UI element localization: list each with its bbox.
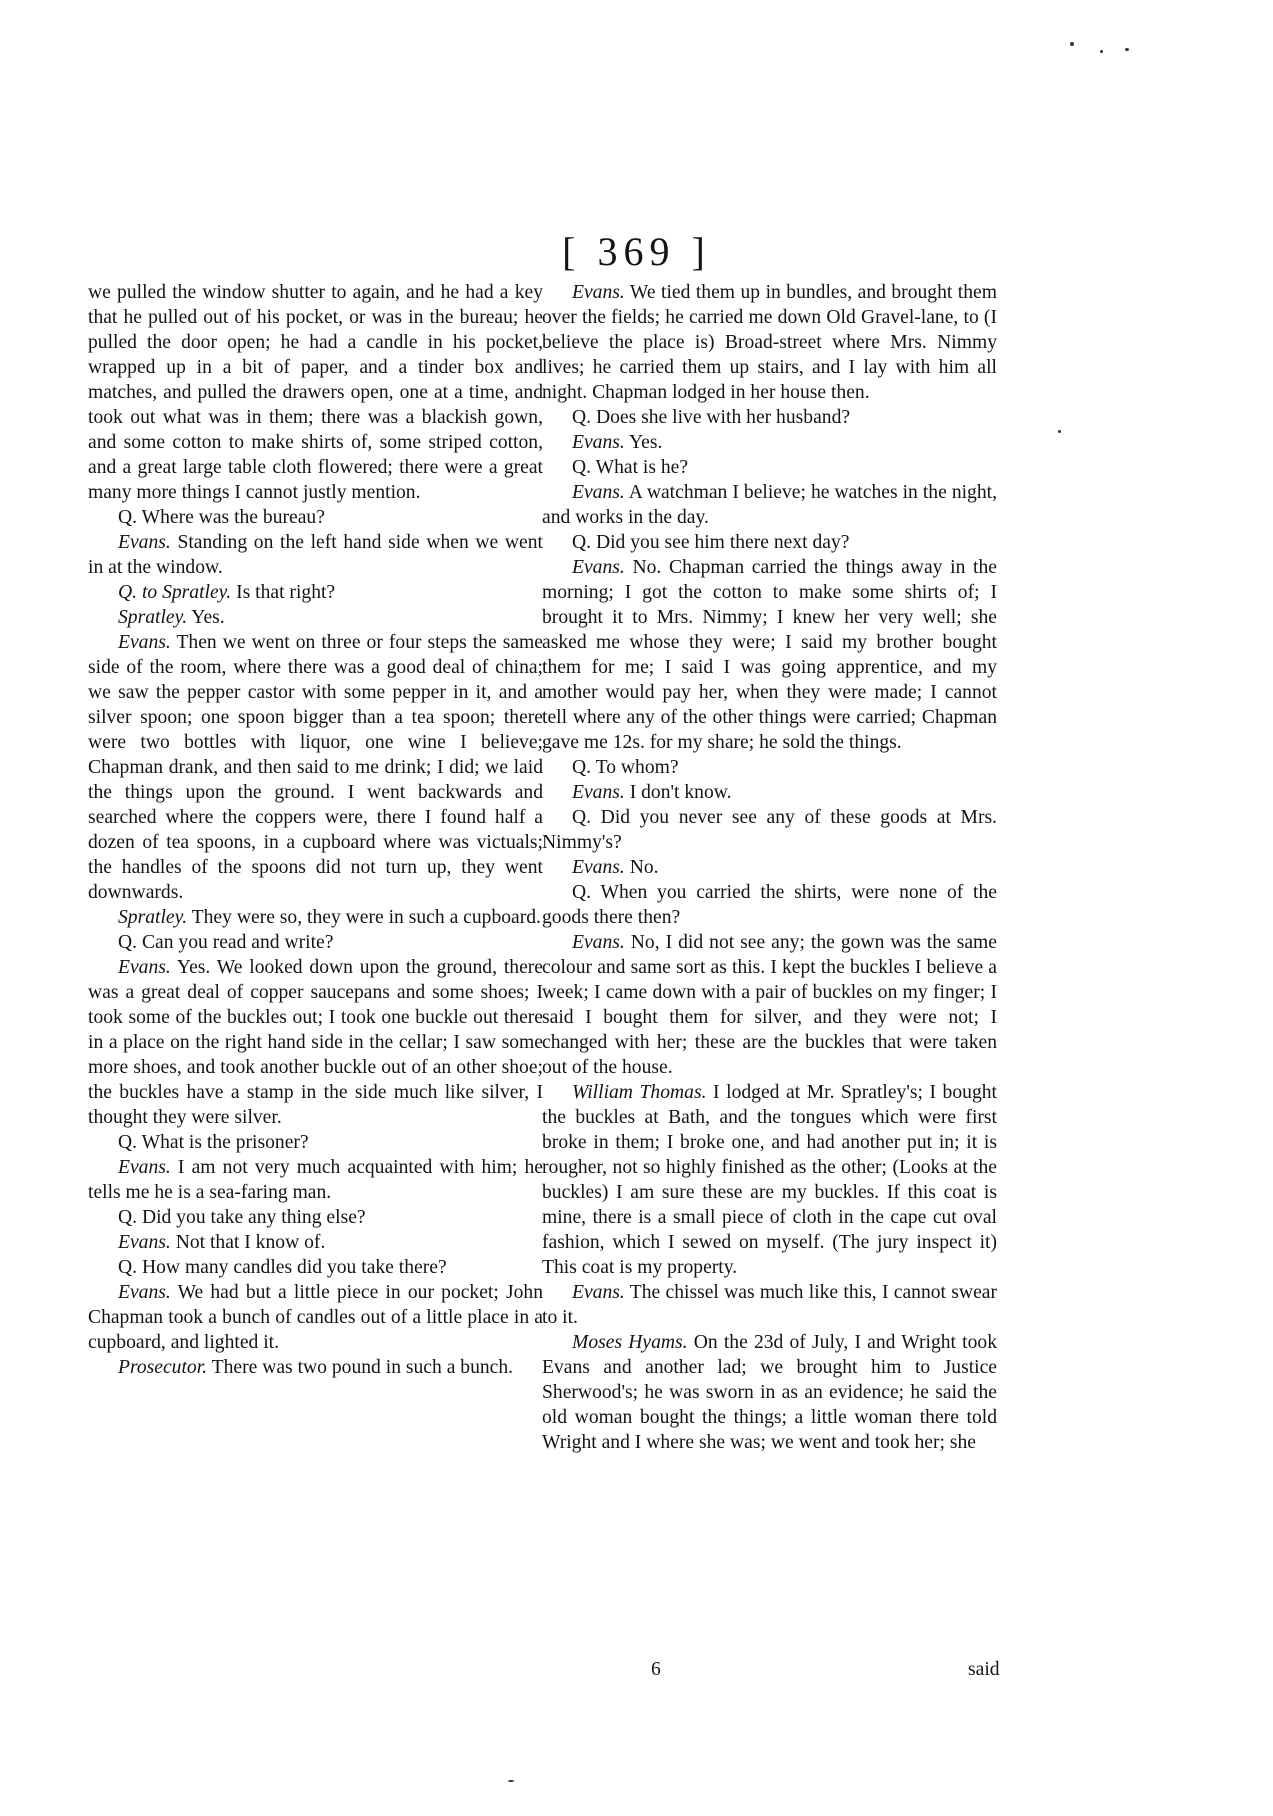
- speaker-name: Evans.: [572, 932, 625, 953]
- signature-mark: 6: [651, 1659, 661, 1680]
- paragraph-text: We had but a little piece in our pocket; John Chapman took a bunch of candles out of a little place in a cupboard, and lighted it.: [88, 1282, 543, 1353]
- paragraph: [88, 1255, 543, 1280]
- speaker-name: Moses Hyams.: [572, 1332, 688, 1353]
- paragraph: [542, 930, 997, 1080]
- speaker-name: Evans.: [118, 1232, 171, 1253]
- scan-speck: [508, 1780, 514, 1782]
- speaker-name: Spratley.: [118, 607, 188, 628]
- paragraph: [542, 1080, 997, 1280]
- paragraph: [542, 480, 997, 530]
- speaker-name: Evans.: [572, 482, 625, 503]
- speaker-name: Evans.: [118, 632, 171, 653]
- paragraph-text: Not that I know of.: [170, 1232, 326, 1253]
- paragraph-text: Then we went on three or four steps the same side of the room, where there was a good deal of china; we saw the pepper castor with some pepper in it, and a silver spoon; one spoon bigger than a tea spoon; there were two bottles with liquor, one wine I believe; Chapman drank, and then said to me drink; I did; we laid the things upon the ground. I went backwards and searched where the coppers were, there I found half a dozen of tea spoons, in a cupboard where was victuals; the handles of the spoons did not turn up, they went downwards.: [88, 632, 543, 903]
- paragraph: [542, 555, 997, 755]
- speaker-name: Evans.: [572, 782, 625, 803]
- speaker-name: Prosecutor.: [118, 1357, 208, 1378]
- paragraph: [542, 430, 997, 455]
- paragraph-text: No. Chapman carried the things away in the morning; I got the cotton to make some shirts of; I brought it to Mrs. Nimmy; I knew her very well; she asked me whose they were; I said my brother bought them for me; I said I was going apprentice, and my mother would pay her, when they were made; I cannot tell where any of the other things were carried; Chapman gave me 12s. for my share; he sold the things.: [542, 557, 997, 753]
- right-column: [542, 280, 997, 1455]
- speaker-name: Evans.: [118, 532, 171, 553]
- paragraph-text: Yes.: [624, 432, 663, 453]
- paragraph-text: There was two pound in such a bunch.: [207, 1357, 514, 1378]
- paragraph-text: Is that right?: [231, 582, 336, 603]
- speaker-name: Evans.: [118, 1282, 171, 1303]
- paragraph: [542, 405, 997, 430]
- paragraph: [88, 530, 543, 580]
- paragraph: [542, 530, 997, 555]
- paragraph: [88, 505, 543, 530]
- paragraph-text: Q. What is he?: [572, 457, 689, 478]
- speaker-name: Evans.: [572, 857, 625, 878]
- speaker-name: Evans.: [572, 432, 625, 453]
- paragraph-text: I lodged at Mr. Spratley's; I bought the buckles at Bath, and the tongues which were first broke in them; I broke one, and had another put in; it is rougher, not so highly finished as the other; (Looks at the buckles) I am sure these are my buckles. If this coat is mine, there is a small piece of cloth in the cape cut oval fashion, which I sewed on myself. (The jury inspect it) This coat is my property.: [542, 1082, 997, 1278]
- paragraph-text: They were so, they were in such a cupboard.: [187, 907, 541, 928]
- paragraph: [88, 280, 543, 505]
- paragraph-text: On the 23d of July, I and Wright took Evans and another lad; we brought him to Justice Sherwood's; he was sworn in as an evidence; he said the old woman bought the things; a little woman there told Wright and I where she was; we went and took her; she: [542, 1332, 998, 1453]
- scan-speck: [1125, 48, 1129, 51]
- paragraph: [542, 455, 997, 480]
- paragraph-text: Q. How many candles did you take there?: [118, 1257, 447, 1278]
- page-number: [ 369 ]: [562, 229, 711, 274]
- paragraph-text: I don't know.: [624, 782, 732, 803]
- paragraph: [88, 605, 543, 630]
- paragraph-text: Q. Where was the bureau?: [118, 507, 325, 528]
- paragraph-text: The chissel was much like this, I cannot swear to it.: [542, 1282, 997, 1328]
- paragraph-text: Q. Did you never see any of these goods at Mrs. Nimmy's?: [542, 807, 997, 853]
- paragraph-text: No.: [624, 857, 659, 878]
- paragraph-text: We tied them up in bundles, and brought them over the fields; he carried me down Old Gravel-lane, to (I believe the place is) Broad-street where Mrs. Nimmy lives; he carried them up stairs, and I lay with him all night. Chapman lodged in her house then.: [542, 282, 997, 403]
- speaker-name: Evans.: [572, 282, 625, 303]
- left-column: [88, 280, 543, 1380]
- paragraph-text: No, I did not see any; the gown was the same colour and same sort as this. I kept the buckles I believe a week; I came down with a pair of buckles on my finger; I said I bought them for silver, and they were not; I changed with her; these are the buckles that were taken out of the house.: [542, 932, 997, 1078]
- speaker-name: Q. to Spratley.: [118, 582, 232, 603]
- scan-speck: [1058, 430, 1061, 433]
- paragraph-text: Q. When you carried the shirts, were none of the goods there then?: [542, 882, 997, 928]
- speaker-name: Spratley.: [118, 907, 188, 928]
- paragraph-text: Q. Did you take any thing else?: [118, 1207, 366, 1228]
- paragraph: [88, 1355, 543, 1380]
- paragraph-text: Standing on the left hand side when we went in at the window.: [88, 532, 543, 578]
- paragraph-text: Q. Did you see him there next day?: [572, 532, 850, 553]
- paragraph-text: Q. Can you read and write?: [118, 932, 334, 953]
- paragraph-text: A watchman I believe; he watches in the night, and works in the day.: [542, 482, 997, 528]
- speaker-name: Evans.: [118, 957, 171, 978]
- paragraph: [542, 280, 997, 405]
- speaker-name: William Thomas.: [572, 1082, 707, 1103]
- paragraph: [542, 805, 997, 855]
- paragraph-text: Q. Does she live with her husband?: [572, 407, 851, 428]
- paragraph: [542, 780, 997, 805]
- paragraph: [88, 630, 543, 905]
- paragraph: [88, 1155, 543, 1205]
- paragraph-text: Yes. We looked down upon the ground, there was a great deal of copper saucepans and some shoes; I took some of the buckles out; I took one buckle out there in a place on the right hand side in the cellar; I saw some more shoes, and took another buckle out of an other shoe; the buckles have a stamp in the side much like silver, I thought they were silver.: [88, 957, 543, 1128]
- speaker-name: Evans.: [572, 557, 625, 578]
- paragraph: [88, 905, 543, 930]
- speaker-name: Evans.: [572, 1282, 625, 1303]
- paragraph: [88, 955, 543, 1130]
- scan-speck: [1100, 50, 1103, 53]
- paragraph: [88, 1280, 543, 1355]
- paragraph-text: Q. What is the prisoner?: [118, 1132, 309, 1153]
- paragraph-text: we pulled the window shutter to again, and he had a key that he pulled out of his pocket, or was in the bureau; he pulled the door open; he had a candle in his pocket, wrapped up in a bit of paper, and a tinder box and matches, and pulled the drawers open, one at a time, and took out what was in them; there was a blackish gown, and some cotton to make shirts of, some striped cotton, and a great large table cloth flowered; there were a great many more things I cannot justly mention.: [88, 282, 543, 503]
- paragraph: [88, 1230, 543, 1255]
- paragraph: [88, 1205, 543, 1230]
- paragraph: [88, 580, 543, 605]
- paragraph: [542, 1330, 997, 1455]
- paragraph: [88, 1130, 543, 1155]
- paragraph-text: Q. To whom?: [572, 757, 679, 778]
- paragraph-text: Yes.: [187, 607, 225, 628]
- paragraph: [542, 855, 997, 880]
- paragraph-text: I am not very much acquainted with him; he tells me he is a sea-faring man.: [88, 1157, 543, 1203]
- catchword: said: [968, 1659, 1000, 1680]
- scan-speck: [1070, 42, 1074, 46]
- paragraph: [542, 1280, 997, 1330]
- paragraph: [542, 755, 997, 780]
- speaker-name: Evans.: [118, 1157, 171, 1178]
- paragraph: [542, 880, 997, 930]
- paragraph: [88, 930, 543, 955]
